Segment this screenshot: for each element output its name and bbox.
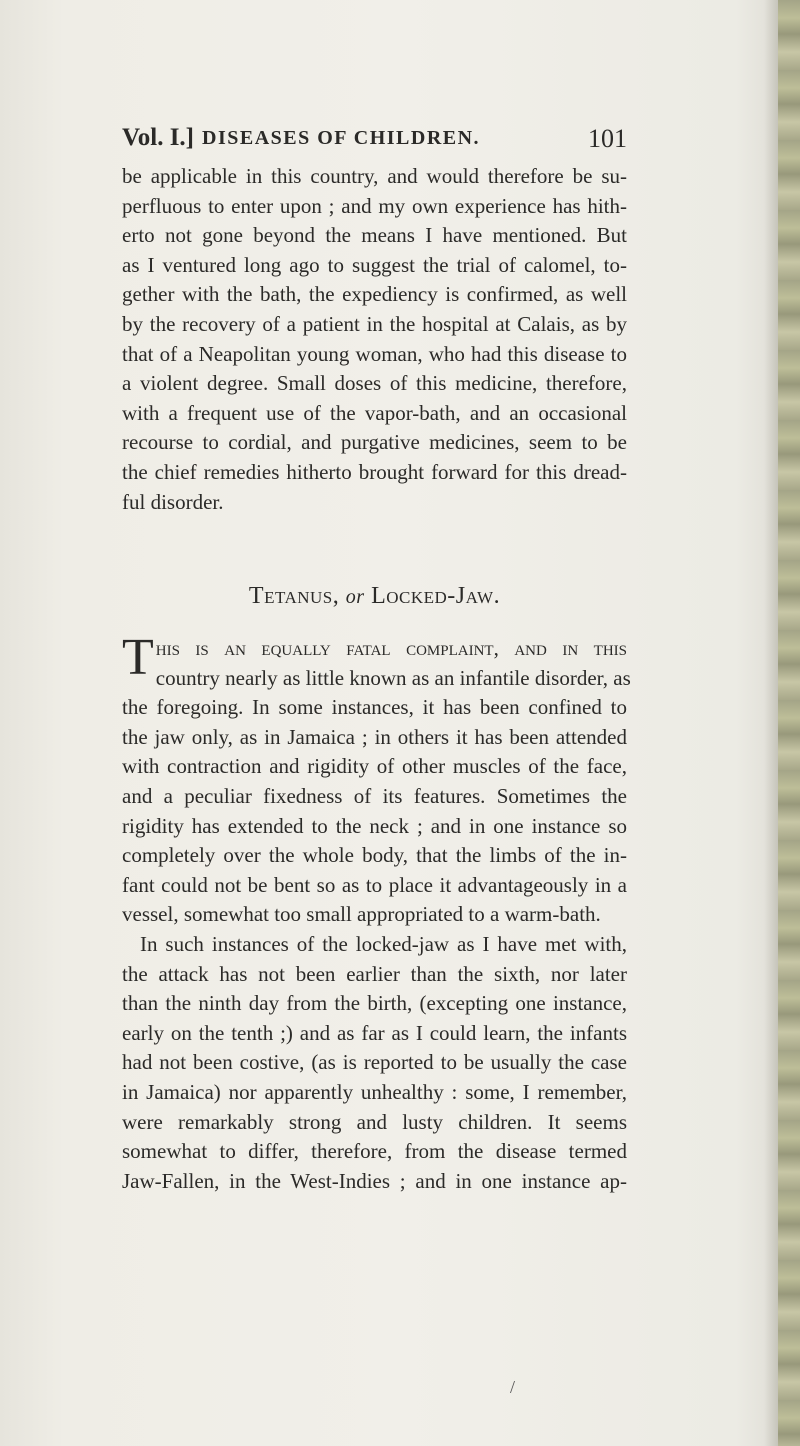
text-line: vessel, somewhat too small appropriated to a warm-bath. bbox=[122, 902, 601, 927]
text-line: be applicable in this country, and would therefore be su- bbox=[122, 164, 627, 188]
page-edge-shadow bbox=[764, 0, 778, 1446]
running-header bbox=[122, 124, 627, 164]
heading-locked-jaw: Locked-Jaw. bbox=[371, 583, 501, 609]
text-line: the attack has not been earlier than the sixth, nor later bbox=[122, 961, 627, 986]
text-line: somewhat to differ, therefore, from the disease termed bbox=[122, 1139, 627, 1164]
text-line: early on the tenth ;) and as far as I could learn, the infants bbox=[122, 1020, 627, 1045]
stray-mark: / bbox=[510, 1377, 516, 1397]
text-line: that of a Neapolitan young woman, who had this disease to bbox=[122, 341, 627, 366]
text-line: fant could not be bent so as to place it advantageously in a bbox=[122, 872, 627, 897]
paragraph-1 bbox=[122, 162, 627, 517]
section-heading bbox=[122, 583, 627, 610]
heading-tetanus: Tetanus, bbox=[248, 583, 340, 609]
text-line: his is an equally fatal complaint, and in this bbox=[155, 636, 627, 660]
text-line: ful disorder. bbox=[122, 489, 224, 514]
paragraph-2 bbox=[122, 629, 631, 1196]
text-line: and a peculiar fixedness of its features. Sometimes the bbox=[122, 783, 627, 808]
running-title: DISEASES OF CHILDREN. bbox=[202, 127, 481, 149]
text-line: country nearly as little known as an infantile disorder, as bbox=[155, 665, 631, 690]
text-line: as I ventured long ago to suggest the trial of calomel, to- bbox=[122, 252, 627, 277]
text-line: by the recovery of a patient in the hospital at Calais, as by bbox=[122, 311, 627, 336]
text-line: In such instances of the locked-jaw as I have met with, bbox=[140, 931, 627, 956]
text-line: with a frequent use of the vapor-bath, and an occasional bbox=[122, 400, 627, 425]
text-line: had not been costive, (as is reported to be usually the case bbox=[122, 1050, 627, 1075]
text-line: gether with the bath, the expediency is confirmed, as well bbox=[122, 282, 627, 307]
text-line: than the ninth day from the birth, (excepting one instance, bbox=[122, 991, 627, 1016]
page-number: 101 bbox=[588, 124, 627, 153]
text-line: Jaw-Fallen, in the West-Indies ; and in one instance ap- bbox=[122, 1168, 627, 1193]
text-line: with contraction and rigidity of other muscles of the face, bbox=[122, 754, 627, 779]
volume-label: Vol. I.] bbox=[122, 124, 195, 151]
heading-or: or bbox=[345, 586, 365, 608]
drop-cap: T bbox=[122, 629, 154, 686]
text-line: the chief remedies hitherto brought forward for this dread- bbox=[122, 459, 627, 484]
text-line: perfluous to enter upon ; and my own experience has hith- bbox=[122, 193, 627, 218]
text-line: were remarkably strong and lusty children. It seems bbox=[122, 1109, 627, 1134]
text-line: in Jamaica) nor apparently unhealthy : some, I remember, bbox=[122, 1079, 627, 1104]
text-line: erto not gone beyond the means I have mentioned. But bbox=[122, 223, 627, 248]
text-line: completely over the whole body, that the limbs of the in- bbox=[122, 843, 627, 868]
text-line: a violent degree. Small doses of this medicine, therefore, bbox=[122, 371, 627, 396]
text-line: the foregoing. In some instances, it has been confined to bbox=[122, 695, 627, 720]
text-line: the jaw only, as in Jamaica ; in others it has been attended bbox=[122, 724, 627, 749]
text-line: recourse to cordial, and purgative medicines, seem to be bbox=[122, 430, 627, 455]
text-line: rigidity has extended to the neck ; and in one instance so bbox=[122, 813, 627, 838]
page-edge bbox=[778, 0, 800, 1446]
